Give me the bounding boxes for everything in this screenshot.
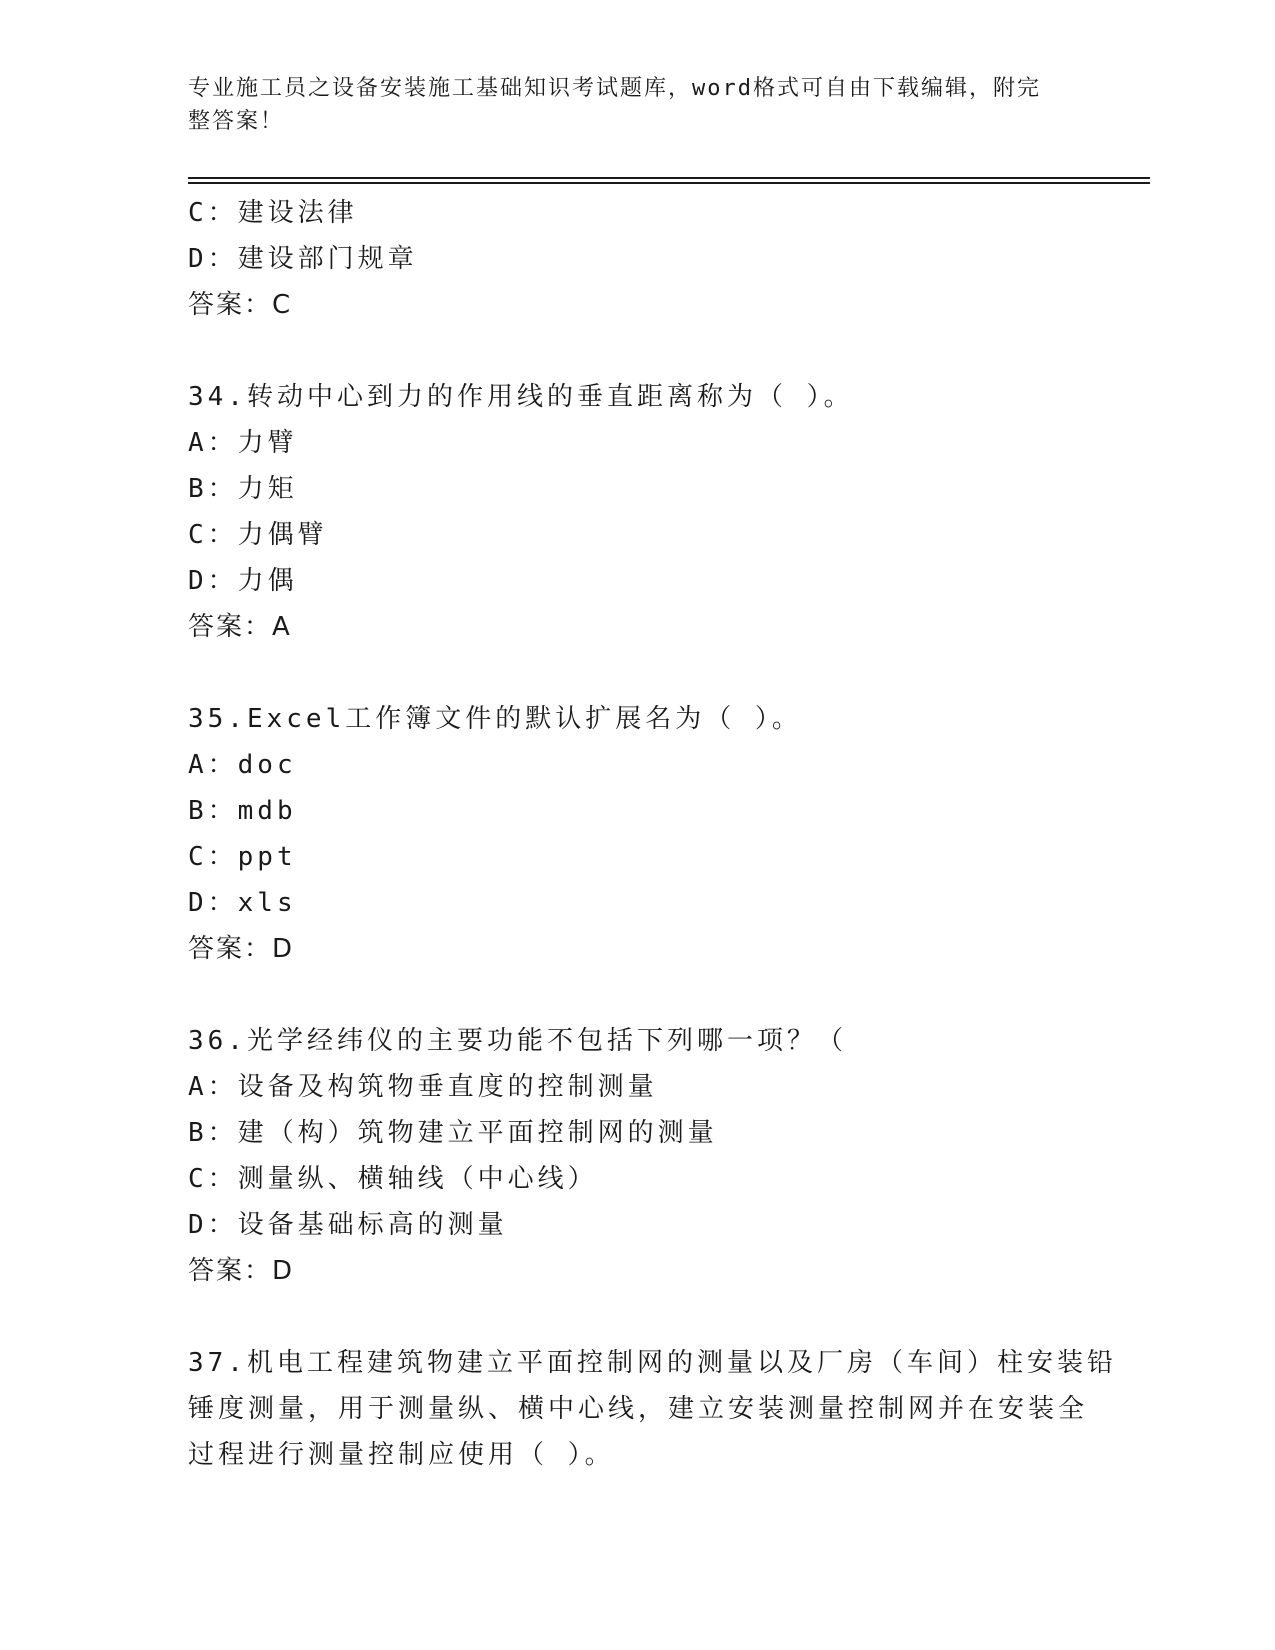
option-c: C：测量纵、横轴线（中心线）	[188, 1164, 598, 1194]
question-text: 36.光学经纬仪的主要功能不包括下列哪一项？（	[188, 1026, 847, 1056]
question-37	[188, 1340, 1117, 1478]
answer: 答案：D	[188, 1256, 295, 1286]
header-line-2: 整答案！	[188, 109, 285, 134]
option-d: D：设备基础标高的测量	[188, 1210, 508, 1240]
option-d: D：建设部门规章	[188, 244, 418, 274]
option-d: D：力偶	[188, 566, 298, 596]
option-a: A：doc	[188, 750, 297, 780]
question-text: 35.Excel工作簿文件的默认扩展名为（ ）。	[188, 704, 802, 734]
document-header	[188, 72, 1068, 138]
question-text-line-3: 过程进行测量控制应使用（ ）。	[188, 1440, 615, 1470]
question-35	[188, 696, 1108, 972]
answer: 答案：A	[188, 612, 292, 642]
option-c: C：力偶臂	[188, 520, 328, 550]
question-33-tail	[188, 190, 1108, 328]
question-text-line-1: 37.机电工程建筑物建立平面控制网的测量以及厂房（车间）柱安装铅	[188, 1348, 1117, 1378]
spacer	[188, 328, 1108, 374]
question-text: 34.转动中心到力的作用线的垂直距离称为（ ）。	[188, 382, 854, 412]
option-d: D：xls	[188, 888, 297, 918]
question-list	[188, 190, 1117, 1478]
question-34	[188, 374, 1108, 650]
option-c: C：建设法律	[188, 198, 358, 228]
answer: 答案：D	[188, 934, 295, 964]
option-b: B：建（构）筑物建立平面控制网的测量	[188, 1118, 718, 1148]
spacer	[188, 1294, 1108, 1340]
option-b: B：力矩	[188, 474, 298, 504]
question-36	[188, 1018, 1108, 1294]
header-rule-bottom	[188, 182, 1150, 184]
spacer	[188, 972, 1108, 1018]
option-a: A：力臂	[188, 428, 298, 458]
question-text-line-2: 锤度测量，用于测量纵、横中心线，建立安装测量控制网并在安装全	[188, 1394, 1089, 1424]
option-c: C：ppt	[188, 842, 297, 872]
header-rule-top	[188, 177, 1150, 179]
header-line-1: 专业施工员之设备安装施工基础知识考试题库，word格式可自由下载编辑，附完	[188, 76, 1041, 101]
answer: 答案：C	[188, 290, 293, 320]
spacer	[188, 650, 1108, 696]
option-b: B：mdb	[188, 796, 297, 826]
option-a: A：设备及构筑物垂直度的控制测量	[188, 1072, 658, 1102]
